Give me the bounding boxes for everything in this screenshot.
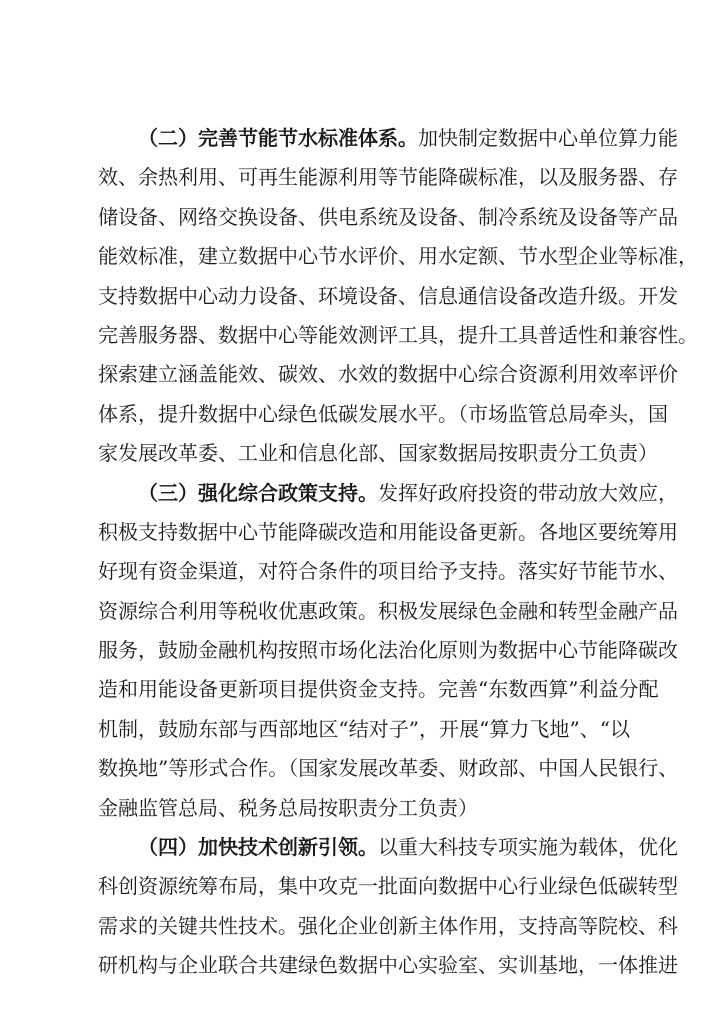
- paragraph-line: 资源综合利用等税收优惠政策。积极发展绿色金融和转型金融产品: [98, 598, 678, 623]
- paragraph-line: 机制，鼓励东部与西部地区“结对子”，开展“算力飞地”、“以: [98, 716, 630, 741]
- paragraph-line: 支持数据中心动力设备、环境设备、信息通信设备改造升级。开发: [98, 283, 678, 308]
- paragraph-line: 效、余热利用、可再生能源利用等节能降碳标准，以及服务器、存: [98, 165, 678, 190]
- section-heading-2: （二）完善节能节水标准体系。: [138, 126, 418, 150]
- section-heading-4: （四）加快技术创新引领。: [138, 835, 378, 860]
- paragraph-line: 好现有资金渠道，对符合条件的项目给予支持。落实好节能节水、: [98, 559, 678, 584]
- paragraph-line: （四）加快技术创新引领。以重大科技专项实施为载体，优化: [138, 835, 678, 860]
- paragraph-line: 完善服务器、数据中心等能效测评工具，提升工具普适性和兼容性。: [98, 322, 698, 347]
- paragraph-line: 服务，鼓励金融机构按照市场化法治化原则为数据中心节能降碳改: [98, 638, 678, 663]
- paragraph-line: 能效标准，建立数据中心节水评价、用水定额、节水型企业等标准，: [98, 244, 698, 269]
- paragraph-line: 积极支持数据中心节能降碳改造和用能设备更新。各地区要统筹用: [98, 519, 678, 544]
- paragraph-line: 数换地”等形式合作。（国家发展改革委、财政部、中国人民银行、: [98, 756, 679, 781]
- paragraph-tech-innovation: [98, 828, 678, 986]
- paragraph-energy-water-standards: [98, 119, 698, 474]
- paragraph-line: （二）完善节能节水标准体系。加快制定数据中心单位算力能: [138, 126, 678, 150]
- section-heading-3: （三）强化综合政策支持。: [138, 480, 378, 505]
- paragraph-policy-support: [98, 474, 679, 829]
- document-body: [98, 119, 698, 986]
- paragraph-line: 家发展改革委、工业和信息化部、国家数据局按职责分工负责）: [98, 441, 658, 466]
- paragraph-line: 需求的关键共性技术。强化企业创新主体作用，支持高等院校、科: [98, 913, 678, 938]
- paragraph-line: 科创资源统筹布局，集中攻克一批面向数据中心行业绿色低碳转型: [98, 874, 678, 899]
- paragraph-line: 金融监管总局、税务总局按职责分工负责）: [98, 795, 478, 820]
- paragraph-line: （三）强化综合政策支持。发挥好政府投资的带动放大效应，: [138, 480, 678, 505]
- paragraph-line: 研机构与企业联合共建绿色数据中心实验室、实训基地，一体推进: [98, 953, 678, 978]
- paragraph-line: 储设备、网络交换设备、供电系统及设备、制冷系统及设备等产品: [98, 204, 678, 229]
- paragraph-line: 体系，提升数据中心绿色低碳发展水平。（市场监管总局牵头，国: [98, 401, 668, 426]
- paragraph-line: 探索建立涵盖能效、碳效、水效的数据中心综合资源利用效率评价: [98, 362, 678, 387]
- paragraph-line: 造和用能设备更新项目提供资金支持。完善“东数西算”利益分配: [98, 677, 659, 702]
